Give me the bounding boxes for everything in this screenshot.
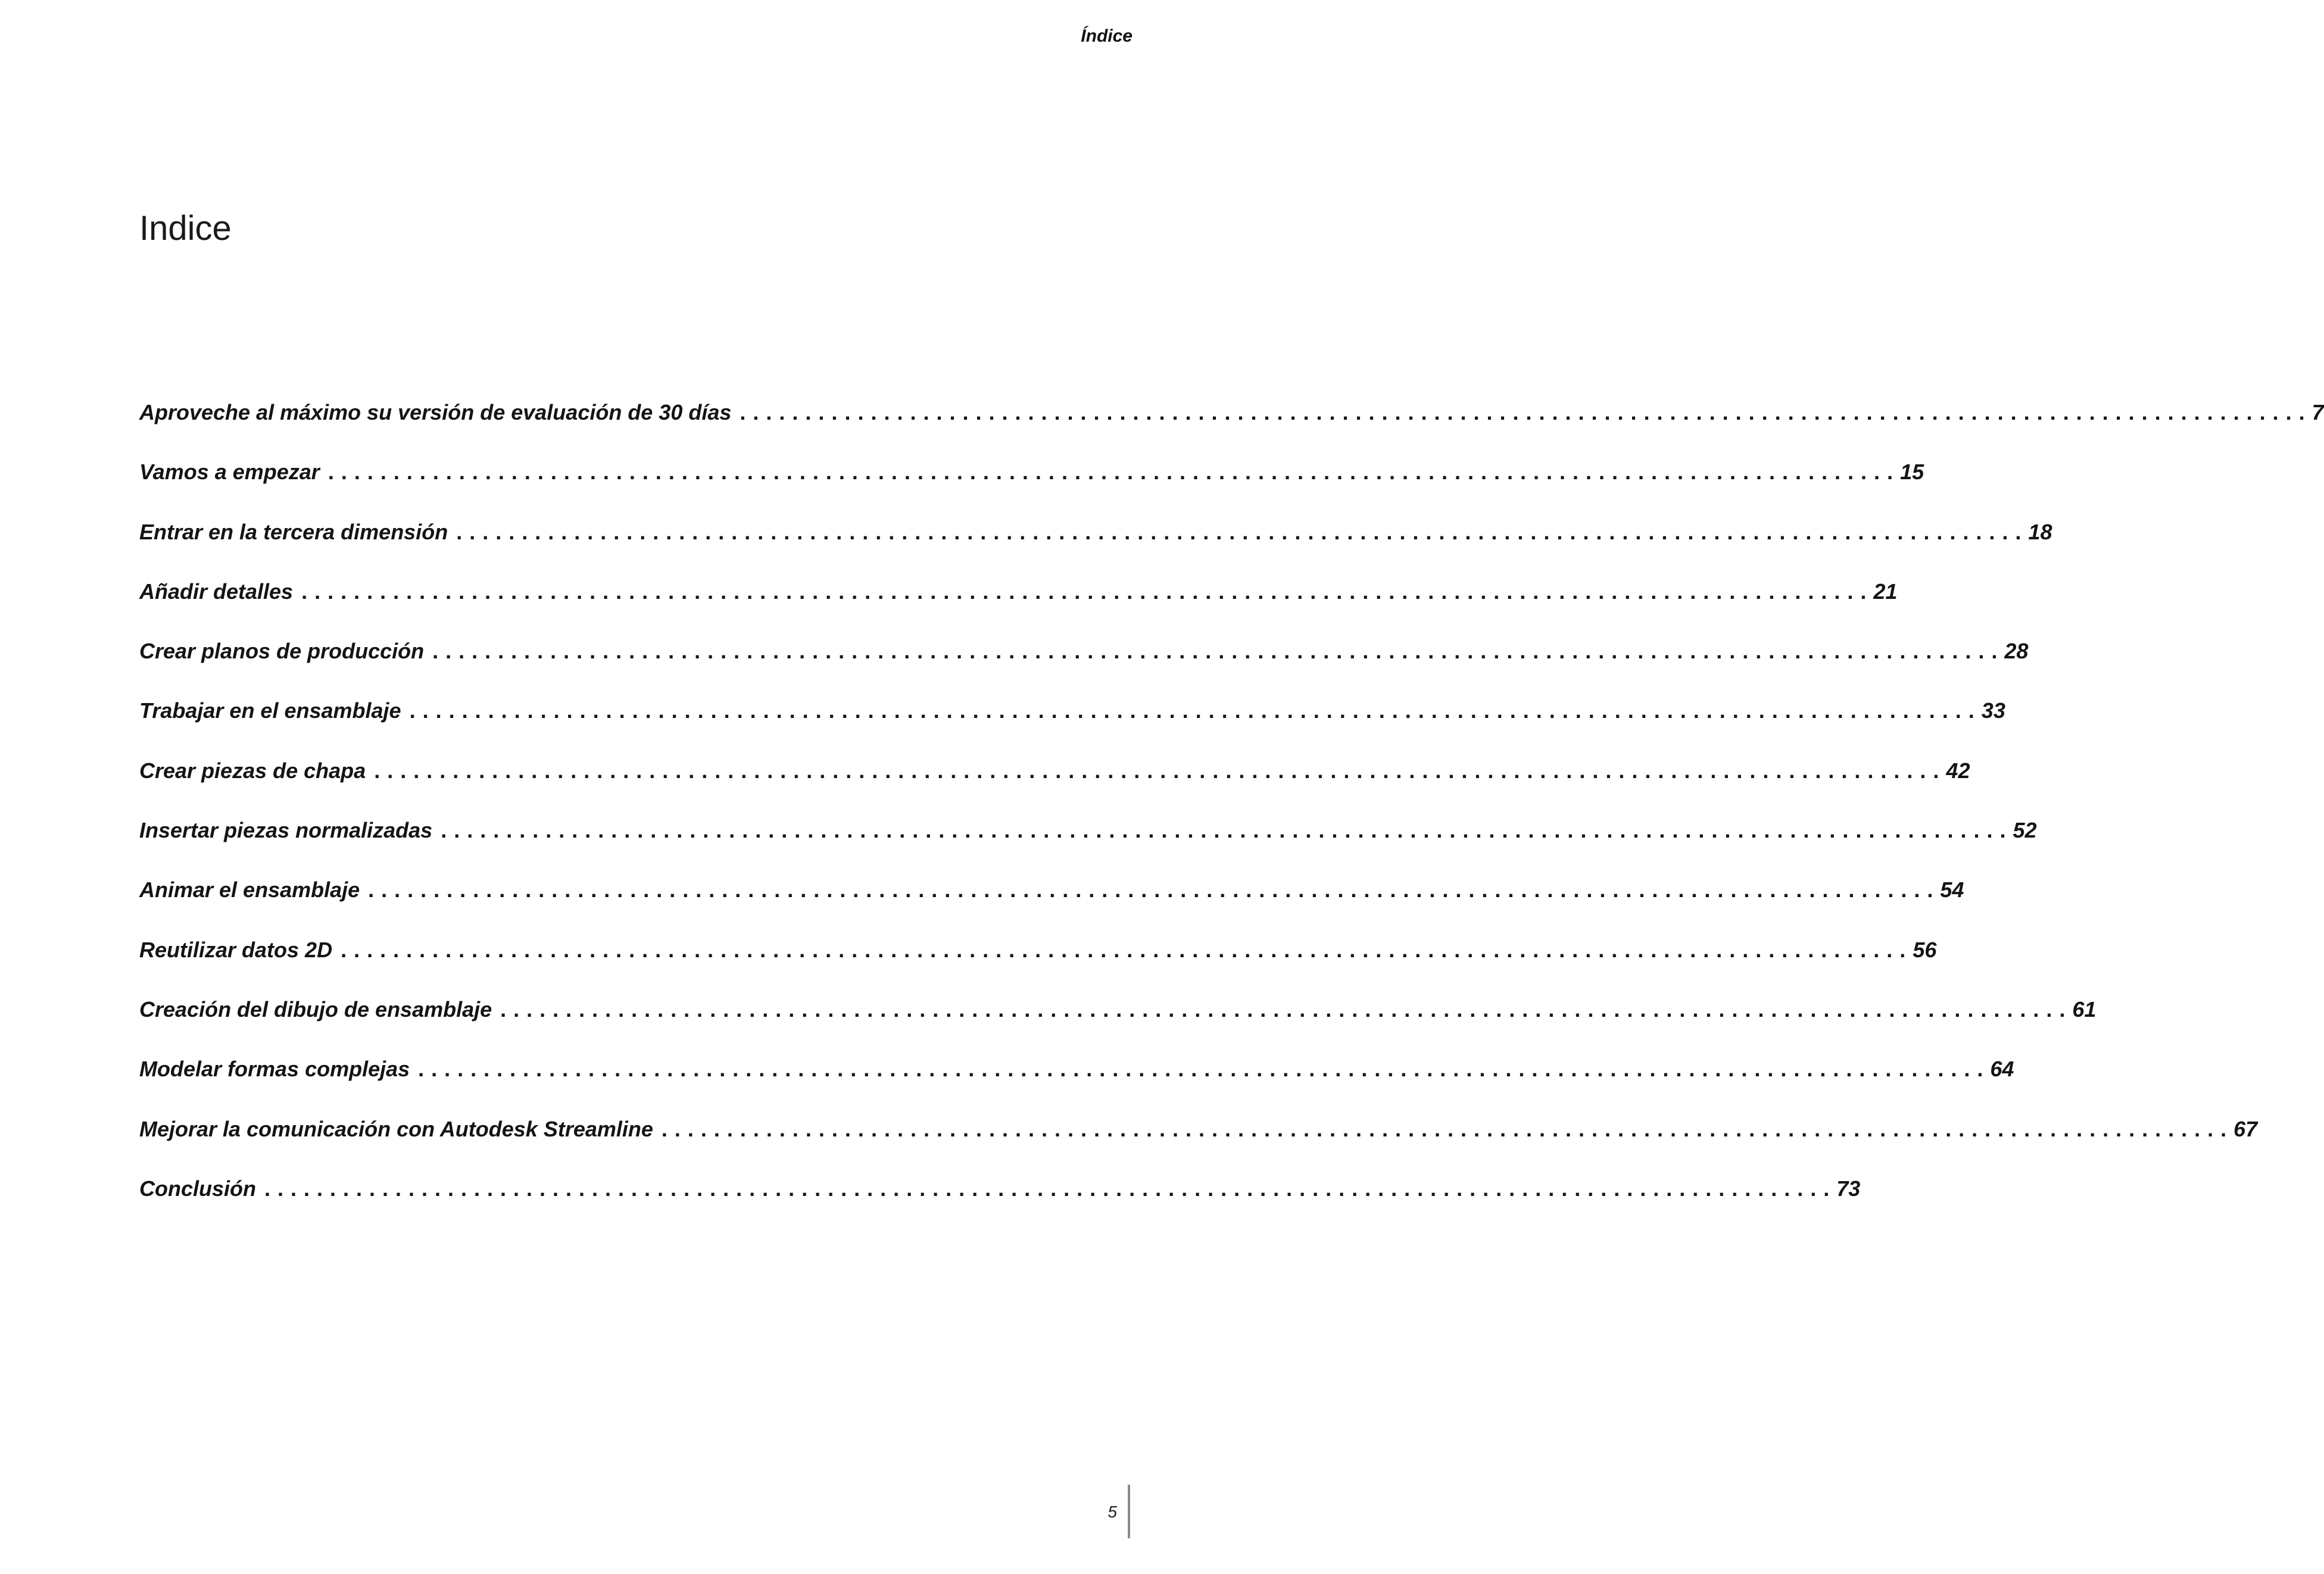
page-number: 5 <box>1108 1503 1117 1521</box>
toc-entry[interactable] <box>139 398 2324 457</box>
toc-entry-page: 18 <box>2028 519 2052 544</box>
toc-entry-page: 64 <box>1990 1057 2014 1082</box>
toc-entry-title: Insertar piezas normalizadas <box>139 818 433 843</box>
dot-leader: ........................................................................................................................ <box>432 639 2005 664</box>
running-header: Índice <box>1081 26 1133 46</box>
dot-leader: ........................................................................................................................ <box>368 877 1941 902</box>
toc-entry-page: 7 <box>2311 400 2324 424</box>
toc-entry-page: 73 <box>1836 1176 1861 1201</box>
toc-entry-title: Aproveche al máximo su versión de evaluación de 30 días <box>139 400 732 424</box>
toc-entry[interactable] <box>139 935 1937 995</box>
toc-entry-title: Mejorar la comunicación con Autodesk Streamline <box>139 1116 653 1141</box>
toc-entry-page: 67 <box>2233 1116 2258 1141</box>
dot-leader: ........................................................................................................................ <box>500 997 2073 1022</box>
toc-entry-title: Conclusión <box>139 1176 256 1201</box>
dot-leader: ........................................................................................................................ <box>740 400 2312 424</box>
toc-entry-title: Vamos a empezar <box>139 460 320 485</box>
toc-entry-page: 33 <box>1981 698 2005 723</box>
toc-entry[interactable] <box>139 875 1964 935</box>
toc-entry-title: Reutilizar datos 2D <box>139 937 333 962</box>
toc-entry[interactable] <box>139 1054 2014 1114</box>
dot-leader: ........................................................................................................................ <box>661 1116 2234 1141</box>
dot-leader: ........................................................................................................................ <box>441 818 2013 843</box>
dot-leader: ........................................................................................................................ <box>301 579 1874 604</box>
toc-entry-title: Creación del dibujo de ensamblaje <box>139 997 492 1022</box>
dot-leader: ........................................................................................................................ <box>418 1057 1991 1082</box>
toc-entry-page: 56 <box>1913 937 1937 962</box>
toc-entry-title: Crear piezas de chapa <box>139 758 366 783</box>
toc-entry[interactable] <box>139 1114 2258 1174</box>
toc-entry-page: 42 <box>1946 758 1970 783</box>
toc-entry-title: Entrar en la tercera dimensión <box>139 519 448 544</box>
dot-leader: ........................................................................................................................ <box>374 758 1946 783</box>
dot-leader: ........................................................................................................................ <box>341 937 1913 962</box>
toc-entry-title: Añadir detalles <box>139 579 294 604</box>
toc-entry-page: 28 <box>2004 639 2029 664</box>
table-of-contents <box>139 398 2324 1233</box>
dot-leader: ........................................................................................................................ <box>327 460 1901 485</box>
dot-leader: ........................................................................................................................ <box>409 698 1982 723</box>
toc-entry[interactable] <box>139 1174 1861 1233</box>
toc-entry[interactable] <box>139 517 2052 577</box>
toc-entry-page: 54 <box>1940 877 1964 902</box>
toc-entry[interactable] <box>139 756 1970 816</box>
toc-entry[interactable] <box>139 696 2005 755</box>
toc-entry-title: Animar el ensamblaje <box>139 877 360 902</box>
page-title: Indice <box>139 209 232 248</box>
toc-entry[interactable] <box>139 636 2029 696</box>
toc-entry-page: 61 <box>2072 997 2097 1022</box>
toc-entry[interactable] <box>139 816 2037 875</box>
toc-entry-title: Crear planos de producción <box>139 639 425 664</box>
toc-entry-title: Trabajar en el ensamblaje <box>139 698 401 723</box>
toc-entry-page: 15 <box>1900 460 1924 485</box>
toc-entry[interactable] <box>139 457 1924 517</box>
toc-entry-title: Modelar formas complejas <box>139 1057 410 1082</box>
toc-entry[interactable] <box>139 995 2097 1054</box>
toc-entry-page: 52 <box>2013 818 2037 843</box>
toc-entry[interactable] <box>139 577 1898 636</box>
dot-leader: ........................................................................................................................ <box>264 1176 1837 1201</box>
dot-leader: ........................................................................................................................ <box>456 519 2029 544</box>
page-number-rule <box>1128 1485 1130 1538</box>
toc-entry-page: 21 <box>1873 579 1898 604</box>
